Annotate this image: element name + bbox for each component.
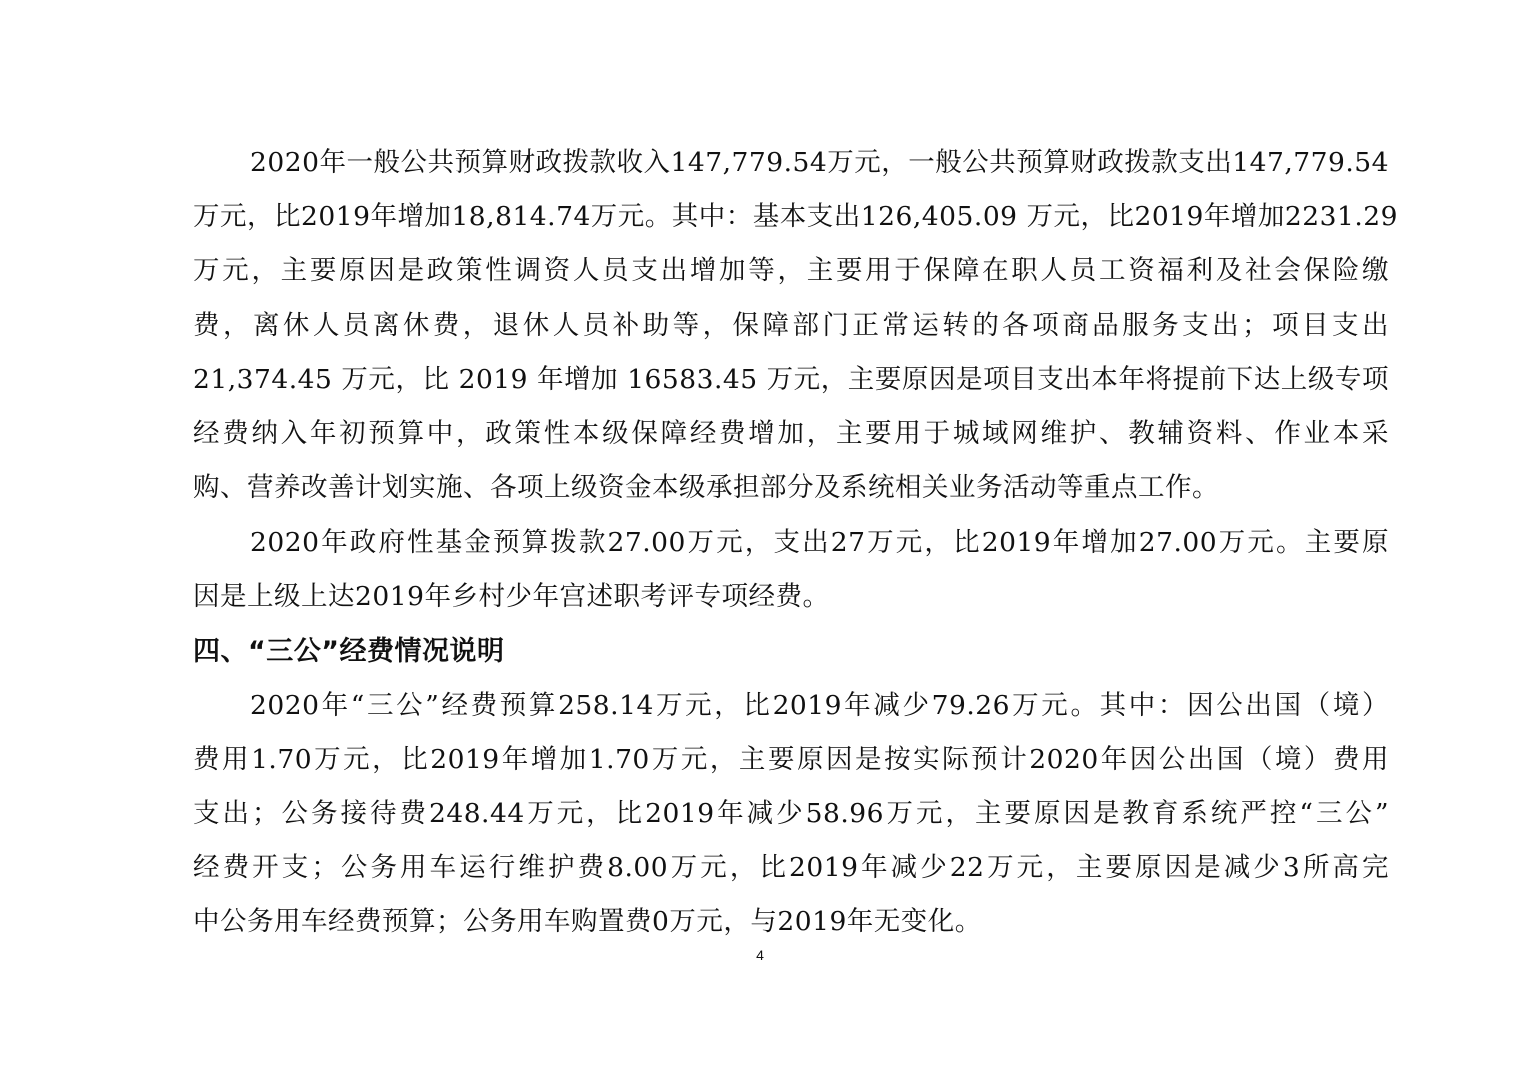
paragraph-line: 中公务用车经费预算；公务用车购置费0万元，与2019年无变化。	[193, 906, 982, 937]
paragraph-line: 经费纳入年初预算中，政策性本级保障经费增加，主要用于城域网维护、教辅资料、作业本采	[193, 418, 1389, 449]
paragraph-line: 2020年一般公共预算财政拨款收入147,779.54万元，一般公共预算财政拨款支出147,779.54	[250, 147, 1389, 178]
paragraph-line: 经费开支；公务用车运行维护费8.00万元，比2019年减少22万元，主要原因是减少3所高完	[193, 852, 1389, 883]
paragraph-line: 费，离休人员离休费，退休人员补助等，保障部门正常运转的各项商品服务支出；项目支出	[193, 310, 1389, 341]
paragraph-line: 万元，比2019年增加18,814.74万元。其中：基本支出126,405.09 万元，比2019年增加2231.29	[193, 201, 1398, 232]
paragraph-line: 2020年政府性基金预算拨款27.00万元，支出27万元，比2019年增加27.00万元。主要原	[250, 527, 1389, 558]
paragraph-line: 21,374.45 万元，比 2019 年增加 16583.45 万元，主要原因是项目支出本年将提前下达上级专项	[193, 364, 1389, 395]
paragraph-line: 支出；公务接待费248.44万元，比2019年减少58.96万元，主要原因是教育系统严控“三公”	[193, 798, 1389, 829]
page-number: 4	[756, 947, 764, 963]
paragraph-line: 万元，主要原因是政策性调资人员支出增加等，主要用于保障在职人员工资福利及社会保险缴	[193, 255, 1389, 286]
paragraph-line: 购、营养改善计划实施、各项上级资金本级承担部分及系统相关业务活动等重点工作。	[193, 472, 1219, 503]
section-heading: 四、“三公”经费情况说明	[193, 636, 505, 667]
paragraph-line: 因是上级上达2019年乡村少年宫述职考评专项经费。	[193, 581, 830, 612]
paragraph-line: 2020年“三公”经费预算258.14万元，比2019年减少79.26万元。其中：因公出国（境）	[250, 690, 1389, 721]
paragraph-line: 费用1.70万元，比2019年增加1.70万元，主要原因是按实际预计2020年因公出国（境）费用	[193, 744, 1389, 775]
